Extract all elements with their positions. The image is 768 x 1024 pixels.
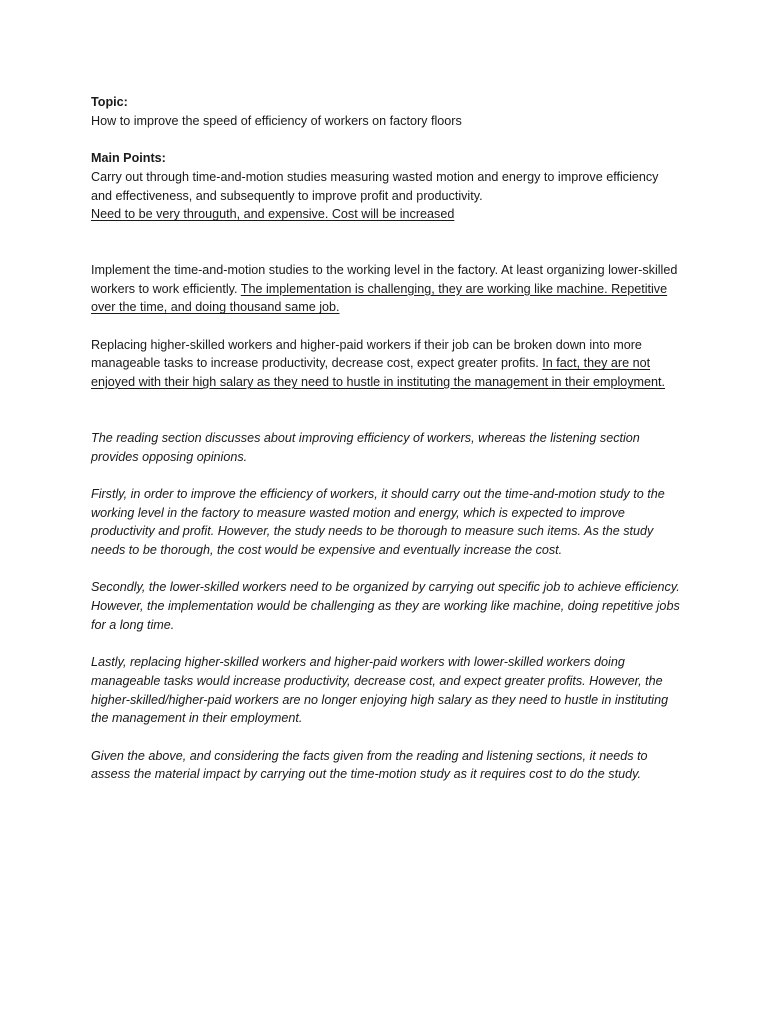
spacer — [91, 728, 681, 747]
main-points-underlined — [91, 205, 681, 224]
essay-paragraph-intro: The reading section discusses about improving efficiency of workers, whereas the listening section provides opposing opinions. — [91, 430, 640, 464]
note-paragraph-2 — [91, 336, 681, 392]
spacer — [91, 635, 681, 654]
topic-text: How to improve the speed of efficiency of workers on factory floors — [91, 113, 462, 128]
spacer — [91, 224, 681, 261]
spacer — [91, 130, 681, 149]
document-page — [91, 93, 681, 784]
essay-paragraph-firstly: Firstly, in order to improve the efficiency of workers, it should carry out the time-and-motion study to the working level in the factory to measure wasted motion and energy, which is expected to improve productivity and profit. However, the study needs to be thorough to measure such items. As the study needs to be thorough, the cost would be expensive and eventually increase the cost. — [91, 486, 665, 558]
note-paragraph-1 — [91, 261, 681, 317]
spacer — [91, 466, 681, 485]
note-1-underlined: The implementation is challenging, they are working like machine. Repetitive over the time, and doing thousand same job. — [91, 281, 668, 315]
essay-paragraph-lastly: Lastly, replacing higher-skilled workers and higher-paid workers with lower-skilled workers doing manageable tasks would increase productivity, decrease cost, and expect greater profits. However, the higher-skilled/higher-paid workers are no longer enjoying high salary as they need to hustle in instituting the management in their employment. — [91, 655, 669, 726]
spacer — [91, 317, 681, 336]
topic-label: Topic: — [91, 95, 128, 109]
main-points-underlined-text: Need to be very througuth, and expensive. Cost will be increased — [91, 207, 455, 222]
note-1-text: Implement the time-and-motion studies to the working level in the factory. At least organizing lower-skilled workers to work efficiently. — [91, 262, 678, 296]
main-points-body: Carry out through time-and-motion studies measuring wasted motion and energy to improve efficiency and effectiveness, and subsequently to improve profit and productivity. — [91, 169, 659, 203]
note-2-text: Replacing higher-skilled workers and higher-paid workers if their job can be broken down into more manageable tasks to increase productivity, decrease cost, expect greater profits. — [91, 337, 642, 371]
spacer — [91, 560, 681, 579]
main-points-text — [91, 168, 681, 205]
note-2-underlined: In fact, they are not enjoyed with their high salary as they need to hustle in instituting the management in their employment. — [91, 356, 666, 390]
essay-paragraph-secondly: Secondly, the lower-skilled workers need to be organized by carrying out specific job to achieve efficiency. However, the implementation would be challenging as they are working like machine, doing repetitive jobs for a long time. — [91, 580, 680, 632]
main-points-label: Main Points: — [91, 151, 166, 166]
spacer — [91, 392, 681, 429]
essay-paragraph-conclusion: Given the above, and considering the facts given from the reading and listening sections, it needs to assess the material impact by carrying out the time-motion study as it requires cost to do the study. — [91, 748, 648, 782]
